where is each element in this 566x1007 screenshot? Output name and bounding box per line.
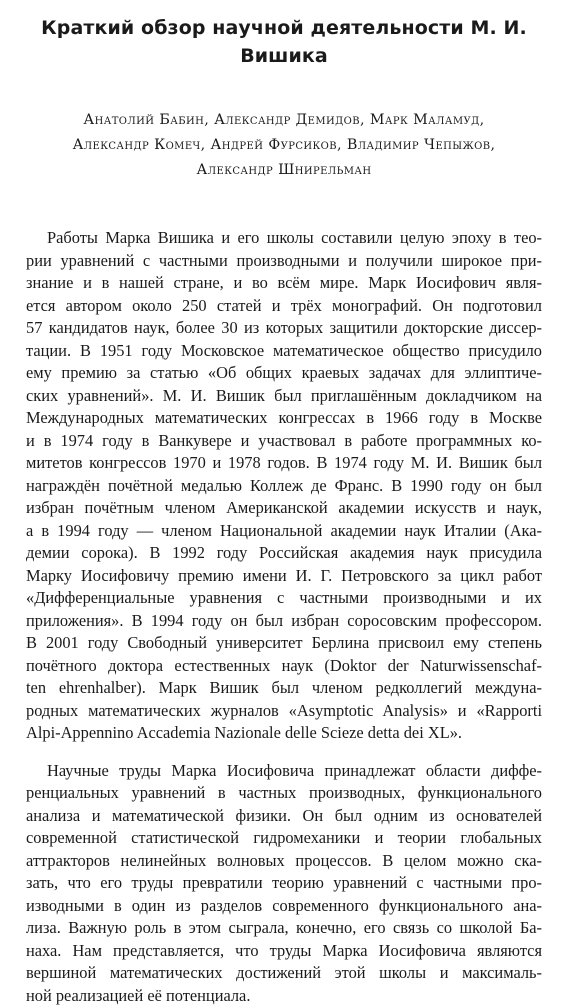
text-line: вершиной математических достижений этой школы и максималь- bbox=[26, 962, 542, 985]
text-line: избран почётным членом Американской академии искусств и наук, bbox=[26, 497, 542, 520]
article-page bbox=[26, 14, 542, 1007]
text-line: знание и в нашей стране, и во всём мире. Марк Иосифович явля- bbox=[26, 272, 542, 295]
text-line: Марку Иосифовичу премию имени И. Г. Петровского за цикл работ bbox=[26, 565, 542, 588]
text-line: Научные труды Марка Иосифовича принадлежат области диффе- bbox=[26, 760, 542, 783]
author-list bbox=[26, 108, 542, 183]
text-line: награждён почётной медалью Коллеж де Франс. В 1990 году он был bbox=[26, 475, 542, 498]
text-line: демии сорока). В 1992 году Российская академия наук присудила bbox=[26, 542, 542, 565]
text-line: приложения». В 1994 году он был избран соросовским профессором. bbox=[26, 610, 542, 633]
text-line: почётного доктора естественных наук (Doktor der Naturwissenschaf- bbox=[26, 655, 542, 678]
article-body bbox=[26, 227, 542, 1007]
text-line: лиза. Важную роль в этом сыграла, конечно, его связь со школой Ба- bbox=[26, 917, 542, 940]
text-line: тации. В 1951 году Московское математическое общество присудило bbox=[26, 340, 542, 363]
text-line: Alpi-Appennino Accademia Nazionale delle Scieze detta dei XL». bbox=[26, 722, 542, 745]
text-line: аттракторов нелинейных волновых процессов. В целом можно ска- bbox=[26, 850, 542, 873]
text-line: и в 1974 году в Ванкувере и участвовал в работе программных ко- bbox=[26, 430, 542, 453]
text-line: ских уравнений». М. И. Вишик был приглашённым докладчиком на bbox=[26, 385, 542, 408]
text-line: зать, что его труды превратили теорию уравнений с частными про- bbox=[26, 872, 542, 895]
paragraph-1 bbox=[26, 227, 542, 745]
text-line: «Дифференциальные уравнения с частными производными и их bbox=[26, 587, 542, 610]
text-line: В 2001 году Свободный университет Берлина присвоил ему степень bbox=[26, 632, 542, 655]
text-line: а в 1994 году — членом Национальной академии наук Италии (Ака- bbox=[26, 520, 542, 543]
text-line: ten ehrenhalber). Марк Вишик был членом редколлегий междуна- bbox=[26, 677, 542, 700]
article-title: Краткий обзор научной деятельности М. И. Вишика bbox=[26, 14, 542, 70]
text-line: Международных математических конгрессах в 1966 году в Москве bbox=[26, 407, 542, 430]
text-line: Работы Марка Вишика и его школы составили целую эпоху в тео- bbox=[26, 227, 542, 250]
text-line: ной реализацией её потенциала. bbox=[26, 985, 542, 1007]
text-line: анализа и математической физики. Он был одним из основателей bbox=[26, 805, 542, 828]
author-line: Александр Шнирельман bbox=[26, 158, 542, 183]
text-line: ренциальных уравнений в частных производных, функционального bbox=[26, 782, 542, 805]
text-line: рии уравнений с частными производными и получили широкое при- bbox=[26, 250, 542, 273]
text-line: современной статистической гидромеханики и теории глобальных bbox=[26, 827, 542, 850]
text-line: ется автором около 250 статей и трёх монографий. Он подготовил bbox=[26, 295, 542, 318]
paragraph-2 bbox=[26, 760, 542, 1007]
text-line: изводными в один из разделов современного функционального ана- bbox=[26, 895, 542, 918]
text-line: митетов конгрессов 1970 и 1978 годов. В 1974 году М. И. Вишик был bbox=[26, 452, 542, 475]
author-line: Анатолий Бабин, Александр Демидов, Марк Маламуд, bbox=[26, 108, 542, 133]
text-line: наха. Нам представляется, что труды Марка Иосифовича являются bbox=[26, 940, 542, 963]
text-line: ему премию за статью «Об общих краевых задачах для эллиптиче- bbox=[26, 362, 542, 385]
text-line: 57 кандидатов наук, более 30 из которых защитили докторские диссер- bbox=[26, 317, 542, 340]
text-line: родных математических журналов «Asymptotic Analysis» и «Rapporti bbox=[26, 700, 542, 723]
author-line: Александр Комеч, Андрей Фурсиков, Владимир Чепыжов, bbox=[26, 133, 542, 158]
